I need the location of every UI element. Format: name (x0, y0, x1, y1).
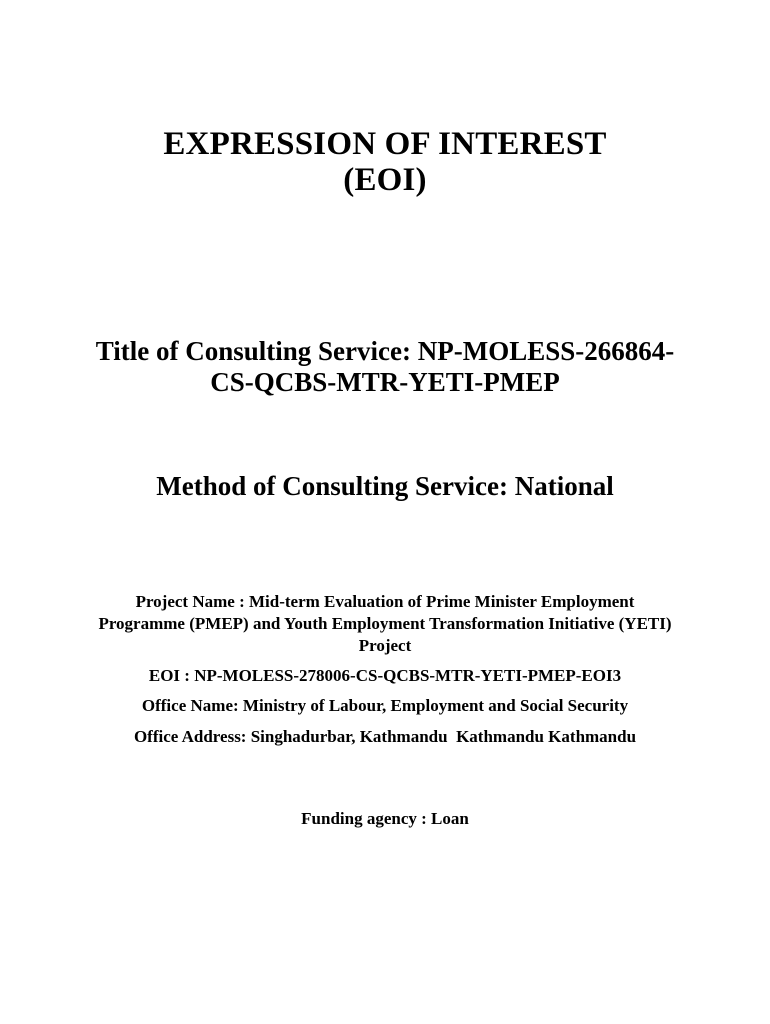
consulting-service-title (0, 336, 770, 398)
document-title (0, 126, 770, 198)
project-name (20, 591, 750, 657)
funding-agency: Funding agency : Loan (301, 809, 469, 828)
consulting-method: Method of Consulting Service: National (156, 471, 614, 501)
office-name: Office Name: Ministry of Labour, Employment and Social Security (141, 696, 629, 715)
document-title-line-2: (EOI) (343, 162, 427, 198)
project-name-line-2: Programme (PMEP) and Youth Employment Transformation Initiative (YETI) (98, 614, 672, 633)
eoi-reference: EOI : NP-MOLESS-278006-CS-QCBS-MTR-YETI-PMEP-EOI3 (148, 666, 622, 685)
project-name-line-1: Project Name : Mid-term Evaluation of Prime Minister Employment (135, 592, 635, 611)
consulting-service-title-line-2: CS-QCBS-MTR-YETI-PMEP (210, 367, 560, 397)
project-name-line-3: Project (358, 636, 412, 655)
consulting-service-title-line-1: Title of Consulting Service: NP-MOLESS-266864- (95, 336, 675, 366)
document-title-line-1: EXPRESSION OF INTEREST (163, 126, 607, 162)
office-address: Office Address: Singhadurbar, Kathmandu Kathmandu Kathmandu (133, 727, 637, 746)
